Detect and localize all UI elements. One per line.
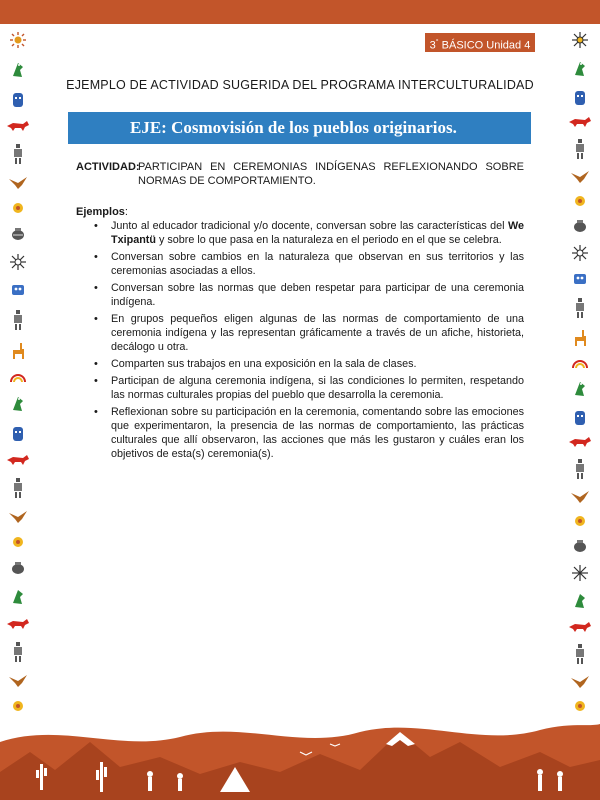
right-decorative-border bbox=[568, 32, 592, 712]
pot-motif-icon bbox=[573, 219, 587, 233]
totem-motif-icon bbox=[575, 298, 585, 318]
list-item: • Comparten sus trabajos en una exposición en la sala de clases. bbox=[94, 358, 417, 370]
list-item: • Conversan sobre cambios en la naturaleza que observan en sus territorios y las ceremonias asociadas a ellos. bbox=[94, 251, 524, 277]
eje-banner: EJE: Cosmovisión de los pueblos originarios. bbox=[68, 112, 531, 144]
flower-motif-icon bbox=[574, 700, 586, 712]
totem-motif-icon bbox=[575, 459, 585, 479]
left-decorative-border bbox=[6, 32, 30, 712]
llama-motif-icon bbox=[10, 343, 26, 359]
mask-motif-icon bbox=[11, 283, 25, 297]
list-item: • Junto al educador tradicional y/o docente, conversan sobre las características del We Txipantü y sobre lo que pasa en la naturaleza en el periodo en el que se celebra. bbox=[94, 220, 524, 246]
top-decorative-band bbox=[0, 0, 600, 24]
activity-block bbox=[76, 160, 524, 188]
condor-motif-icon bbox=[9, 177, 27, 189]
examples-list bbox=[92, 219, 524, 464]
mask-motif-icon bbox=[573, 272, 587, 286]
bird-motif-icon bbox=[572, 60, 588, 78]
examples-label: Ejemplos: bbox=[76, 206, 128, 218]
condor-motif-icon bbox=[571, 491, 589, 503]
fox-motif-icon bbox=[7, 619, 29, 629]
bird-motif-icon bbox=[10, 61, 26, 79]
bird-motif-icon bbox=[10, 588, 26, 606]
pot-motif-icon bbox=[11, 227, 25, 241]
document-title: EJEMPLO DE ACTIVIDAD SUGERIDA DEL PROGRAMA INTERCULTURALIDAD bbox=[66, 78, 534, 92]
grade-unit-badge: 3° BÁSICO Unidad 4 bbox=[425, 33, 535, 52]
star-motif-icon bbox=[572, 32, 588, 48]
rainbow-motif-icon bbox=[10, 372, 26, 382]
totem-motif-icon bbox=[575, 644, 585, 664]
mask-motif-icon bbox=[11, 426, 25, 442]
mask-motif-icon bbox=[573, 410, 587, 426]
fox-motif-icon bbox=[569, 622, 591, 632]
sun-motif-icon bbox=[10, 32, 26, 48]
pot-motif-icon bbox=[573, 539, 587, 553]
llama-motif-icon bbox=[572, 330, 588, 346]
mountain-landscape-icon bbox=[0, 712, 600, 800]
activity-text: PARTICIPAN EN CEREMONIAS INDÍGENAS REFLEXIONANDO SOBRE NORMAS DE COMPORTAMIENTO. bbox=[138, 161, 524, 187]
fox-motif-icon bbox=[7, 455, 29, 465]
totem-motif-icon bbox=[13, 642, 23, 662]
condor-motif-icon bbox=[9, 675, 27, 687]
flower-motif-icon bbox=[574, 195, 586, 207]
flower-motif-icon bbox=[12, 202, 24, 214]
list-item: • Participan de alguna ceremonia indígena, si las condiciones lo permiten, respetando las normas culturales propias del pueblo que desarrolla la ceremonia. bbox=[94, 375, 524, 401]
bird-motif-icon bbox=[572, 380, 588, 398]
totem-motif-icon bbox=[575, 139, 585, 159]
flower-motif-icon bbox=[12, 536, 24, 548]
bird-motif-icon bbox=[10, 395, 26, 413]
list-item: • En grupos pequeños eligen algunas de las normas de comportamiento de una ceremonia indígena y las representan gráficamente a través de un afiche, historieta, decálogo u otra. bbox=[94, 313, 524, 353]
fox-motif-icon bbox=[569, 117, 591, 127]
flower-motif-icon bbox=[12, 700, 24, 712]
flower-motif-icon bbox=[574, 515, 586, 527]
condor-motif-icon bbox=[571, 171, 589, 183]
bird-motif-icon bbox=[572, 592, 588, 610]
condor-motif-icon bbox=[9, 511, 27, 523]
list-item: • Reflexionan sobre su participación en la ceremonia, comentando sobre las emociones que experimentaron, la presencia de las normas de comportamiento, las prácticas culturales que allí observaron, las acciones que más les gustaron y cuáles eran los objetivos de esta(s) ceremonia(s). bbox=[94, 406, 524, 460]
rainbow-motif-icon bbox=[572, 358, 588, 368]
totem-motif-icon bbox=[13, 144, 23, 164]
pot-motif-icon bbox=[11, 561, 25, 575]
star-motif-icon bbox=[10, 254, 26, 270]
list-item: • Conversan sobre las normas que deben respetar para participar de una ceremonia indígena. bbox=[94, 282, 524, 308]
star-motif-icon bbox=[572, 565, 588, 581]
fox-motif-icon bbox=[7, 121, 29, 131]
star-motif-icon bbox=[572, 245, 588, 261]
totem-motif-icon bbox=[13, 478, 23, 498]
mask-motif-icon bbox=[573, 90, 587, 106]
totem-motif-icon bbox=[13, 310, 23, 330]
condor-motif-icon bbox=[571, 676, 589, 688]
mask-motif-icon bbox=[11, 92, 25, 108]
activity-label: ACTIVIDAD: bbox=[76, 161, 140, 173]
fox-motif-icon bbox=[569, 437, 591, 447]
